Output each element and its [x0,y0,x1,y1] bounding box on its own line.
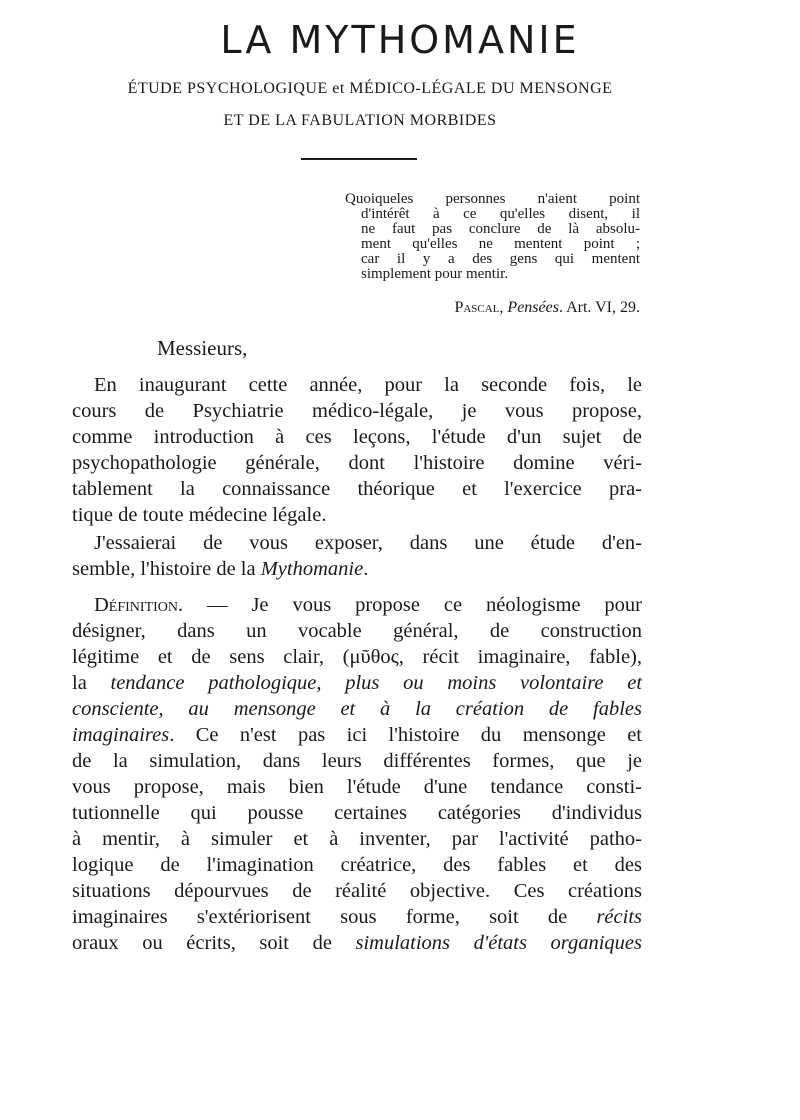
text-line [72,904,642,930]
text-line: légitime et de sens clair, (μῦθος, récit imaginaire, fable), [72,646,642,668]
section-heading: Définition. [94,594,184,616]
text-line: désigner, dans un vocable général, de construction [72,620,642,642]
epigraph [345,192,640,282]
text-line: tutionnelle qui pousse certaines catégories d'individus [72,802,642,824]
text-line: En inaugurant cette année, pour la seconde fois, le [94,374,642,396]
text-segment: — Je vous propose ce néologisme pour [183,594,642,616]
epigraph-line: ment qu'elles ne mentent point ; [361,236,640,252]
paragraph-definition [72,592,642,956]
text-segment: la [72,672,111,694]
epigraph-line: simplement pour mentir. [361,266,509,282]
subtitle-line-2: ET DE LA FABULATION MORBIDES [223,112,497,129]
text-line: vous propose, mais bien l'étude d'une tendance consti- [72,776,642,798]
text-line [72,592,642,618]
text-segment: semble, l'histoire de la [72,558,261,580]
italic-term: simulations d'états organiques [355,932,642,954]
text-line [72,670,642,696]
epigraph-attribution: Pascal, Pensées. Art. VI, 29. [454,299,640,316]
epigraph-line: Quoiqueles personnes n'aient point [345,191,640,207]
italic-definition: imaginaires [72,724,170,746]
epigraph-line: ne faut pas conclure de là absolu- [361,221,640,237]
text-line: psychopathologie générale, dont l'histoire domine véri- [72,452,642,474]
text-line: de la simulation, dans leurs différentes formes, que je [72,750,642,772]
text-line: tique de toute médecine légale. [72,504,327,526]
subtitle-line-1: ÉTUDE PSYCHOLOGIQUE et MÉDICO-LÉGALE DU MENSONGE [127,80,613,97]
paragraph-introduction [72,372,642,528]
text-line: logique de l'imagination créatrice, des fables et des [72,854,642,876]
text-line: comme introduction à ces leçons, l'étude d'un sujet de [72,426,642,448]
italic-definition: tendance pathologique, plus ou moins volontaire et [110,672,643,694]
italic-term: Mythomanie [260,558,364,580]
text-line [72,696,642,722]
text-line: J'essaierai de vous exposer, dans une étude d'en- [94,532,642,554]
epigraph-work: Pensées [507,299,559,316]
text-line [72,722,642,748]
document-title: LA MYTHOMANIE [220,18,580,62]
italic-term: récits [596,906,642,928]
text-segment: . Ce n'est pas ici l'histoire du mensonge et [169,724,642,746]
text-segment: . [363,558,369,580]
text-line: à mentir, à simuler et à inventer, par l'activité patho- [72,828,642,850]
salutation: Messieurs, [157,336,248,360]
text-line: cours de Psychiatrie médico-légale, je vous propose, [72,400,642,422]
paragraph-exposition [72,530,642,582]
italic-definition: consciente, au mensonge et à la création de fables [72,698,642,720]
text-line [72,930,642,956]
text-segment: imaginaires s'extériorisent sous forme, soit de [72,906,597,928]
text-line: situations dépourvues de réalité objective. Ces créations [72,880,642,902]
epigraph-line: d'intérêt à ce qu'elles disent, il [361,206,640,222]
epigraph-author: Pascal [454,299,500,316]
epigraph-line: car il y a des gens qui mentent [361,251,640,267]
title-divider [301,158,417,160]
text-segment: oraux ou écrits, soit de [72,932,356,954]
epigraph-reference: . Art. VI, 29. [558,299,640,316]
text-line [72,556,642,582]
text-line: tablement la connaissance théorique et l'exercice pra- [72,478,642,500]
